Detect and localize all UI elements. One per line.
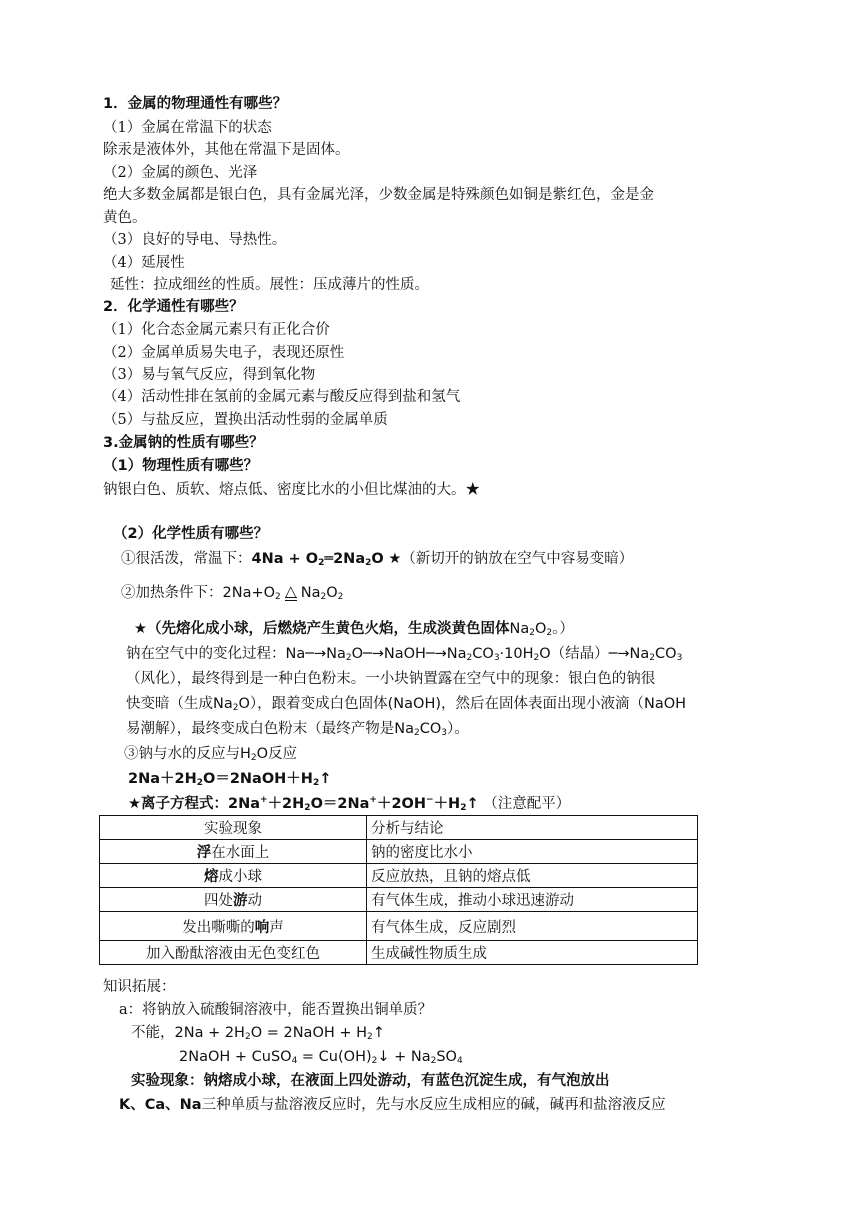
text: ①很活泼，常温下： bbox=[121, 551, 252, 567]
table-row bbox=[100, 864, 698, 888]
text-line: 不能，$2Na + 2H_2O$ = 2NaOH + $H_2↑$ bbox=[131, 1025, 385, 1042]
equation-copper-sulfate: 2NaOH + CuSO$_4$ = $Cu(OH)_2↓ + Na_2SO_4$ bbox=[179, 1049, 463, 1066]
text-line: 延性：拉成细丝的性质。展性：压成薄片的性质。 bbox=[110, 277, 429, 293]
table-cell: 四处游动 bbox=[100, 888, 367, 912]
reaction-line-1: ①很活泼，常温下：$4Na + O_2═2Na_2O$ ★（新切开的钠放在空气中容易变暗） bbox=[121, 551, 634, 568]
text-line: a：将钠放入硫酸铜溶液中，能否置换出铜单质？ bbox=[119, 1002, 433, 1018]
text-line: （1）金属在常温下的状态 bbox=[103, 120, 272, 136]
table-cell: 熔成小球 bbox=[100, 864, 367, 888]
knowledge-heading: 知识拓展： bbox=[103, 979, 176, 995]
table-row bbox=[100, 888, 698, 912]
text: ②加热条件下： bbox=[121, 585, 223, 601]
subheading-physical: （1）物理性质有哪些？ bbox=[103, 458, 259, 474]
text-line: （2）金属的颜色、光泽 bbox=[103, 165, 258, 181]
text-line: （1）化合态金属元素只有正化合价 bbox=[103, 322, 330, 338]
table-cell: 浮在水面上 bbox=[100, 840, 367, 864]
text-line: 除汞是液体外，其他在常温下是固体。 bbox=[103, 142, 350, 158]
table-cell: 生成碱性物质生成 bbox=[367, 941, 698, 965]
heating-symbol: △ bbox=[284, 581, 297, 600]
text-line: （2）金属单质易失电子，表现还原性 bbox=[103, 345, 345, 361]
experiment-table bbox=[99, 815, 698, 965]
table-row bbox=[100, 941, 698, 965]
text-line: 黄色。 bbox=[103, 210, 147, 226]
equation-sodium-water: $2Na+2H_2O=2NaOH+H_2↑$ bbox=[128, 771, 332, 788]
table-cell: 有气体生成，反应剧烈 bbox=[367, 912, 698, 941]
table-row bbox=[100, 912, 698, 941]
subheading-chemical: （2）化学性质有哪些？ bbox=[113, 526, 269, 542]
text-line: ③钠与水的反应与$H_2O$反应 bbox=[124, 746, 298, 763]
table-header-cell: 实验现象 bbox=[100, 816, 367, 840]
heading-chemical-properties: 2．化学通性有哪些？ bbox=[103, 299, 244, 315]
table-cell: 有气体生成，推动小球迅速游动 bbox=[367, 888, 698, 912]
text: ★（新切开的钠放在空气中容易变暗） bbox=[388, 551, 634, 567]
text-line: 钠在空气中的变化过程：$Na─\to Na_2O─\to NaOH─\to Na_2CO_3\cdot 10H_2O$（结晶）$─\to Na_2CO_3$ bbox=[126, 646, 683, 663]
text-line: （4）延展性 bbox=[103, 255, 185, 271]
text-line: （3）易与氧气反应，得到氧化物 bbox=[103, 367, 316, 383]
text-line: 绝大多数金属都是银白色，具有金属光泽，少数金属是特殊颜色如铜是紫红色，金是金 bbox=[103, 187, 654, 203]
table-cell: 发出嘶嘶的响声 bbox=[100, 912, 367, 941]
table-cell: 反应放热，且钠的熔点低 bbox=[367, 864, 698, 888]
text-line: （4）活动性排在氢前的金属元素与酸反应得到盐和氢气 bbox=[103, 389, 461, 405]
ionic-equation: ★离子方程式：$2Na^++2H_2O=2Na^++2OH^-+H_2↑$ （注意配平） bbox=[128, 795, 571, 813]
reaction-note: ★（先熔化成小球，后燃烧产生黄色火焰，生成淡黄色固体$Na_2O_2$。） bbox=[134, 621, 574, 638]
table-header-row bbox=[100, 816, 698, 840]
table-cell: 加入酚酞溶液由无色变红色 bbox=[100, 941, 367, 965]
text-line: （5）与盐反应，置换出活动性弱的金属单质 bbox=[103, 412, 388, 428]
text-line: 钠银白色、质软、熔点低、密度比水的小但比煤油的大。★ bbox=[103, 482, 480, 498]
text-line: （风化），最终得到是一种白色粉末。一小块钠置露在空气中的现象：银白色的钠很 bbox=[126, 671, 656, 687]
text-line: K、Ca、Na三种单质与盐溶液反应时，先与水反应生成相应的碱，碱再和盐溶液反应 bbox=[119, 1097, 666, 1113]
heading-sodium-properties: 3.金属钠的性质有哪些？ bbox=[103, 435, 264, 451]
table-cell: 钠的密度比水小 bbox=[367, 840, 698, 864]
experiment-result: 实验现象：钠熔成小球，在液面上四处游动，有蓝色沉淀生成，有气泡放出 bbox=[131, 1073, 610, 1089]
text-line: 易潮解），最终变成白色粉末（最终产物是$Na_2CO_3$）。 bbox=[126, 721, 469, 738]
heading-physical-properties: 1．金属的物理通性有哪些？ bbox=[103, 96, 288, 112]
text-line: 快变暗（生成$Na_2O$），跟着变成白色固体(NaOH)，然后在固体表面出现小液滴（NaOH bbox=[126, 696, 687, 713]
table-row bbox=[100, 840, 698, 864]
reaction-line-2: ②加热条件下：$2Na+O_2$ △ $Na_2O_2$ bbox=[121, 581, 344, 602]
table-header-cell: 分析与结论 bbox=[367, 816, 698, 840]
text-line: （3）良好的导电、导热性。 bbox=[103, 232, 287, 248]
